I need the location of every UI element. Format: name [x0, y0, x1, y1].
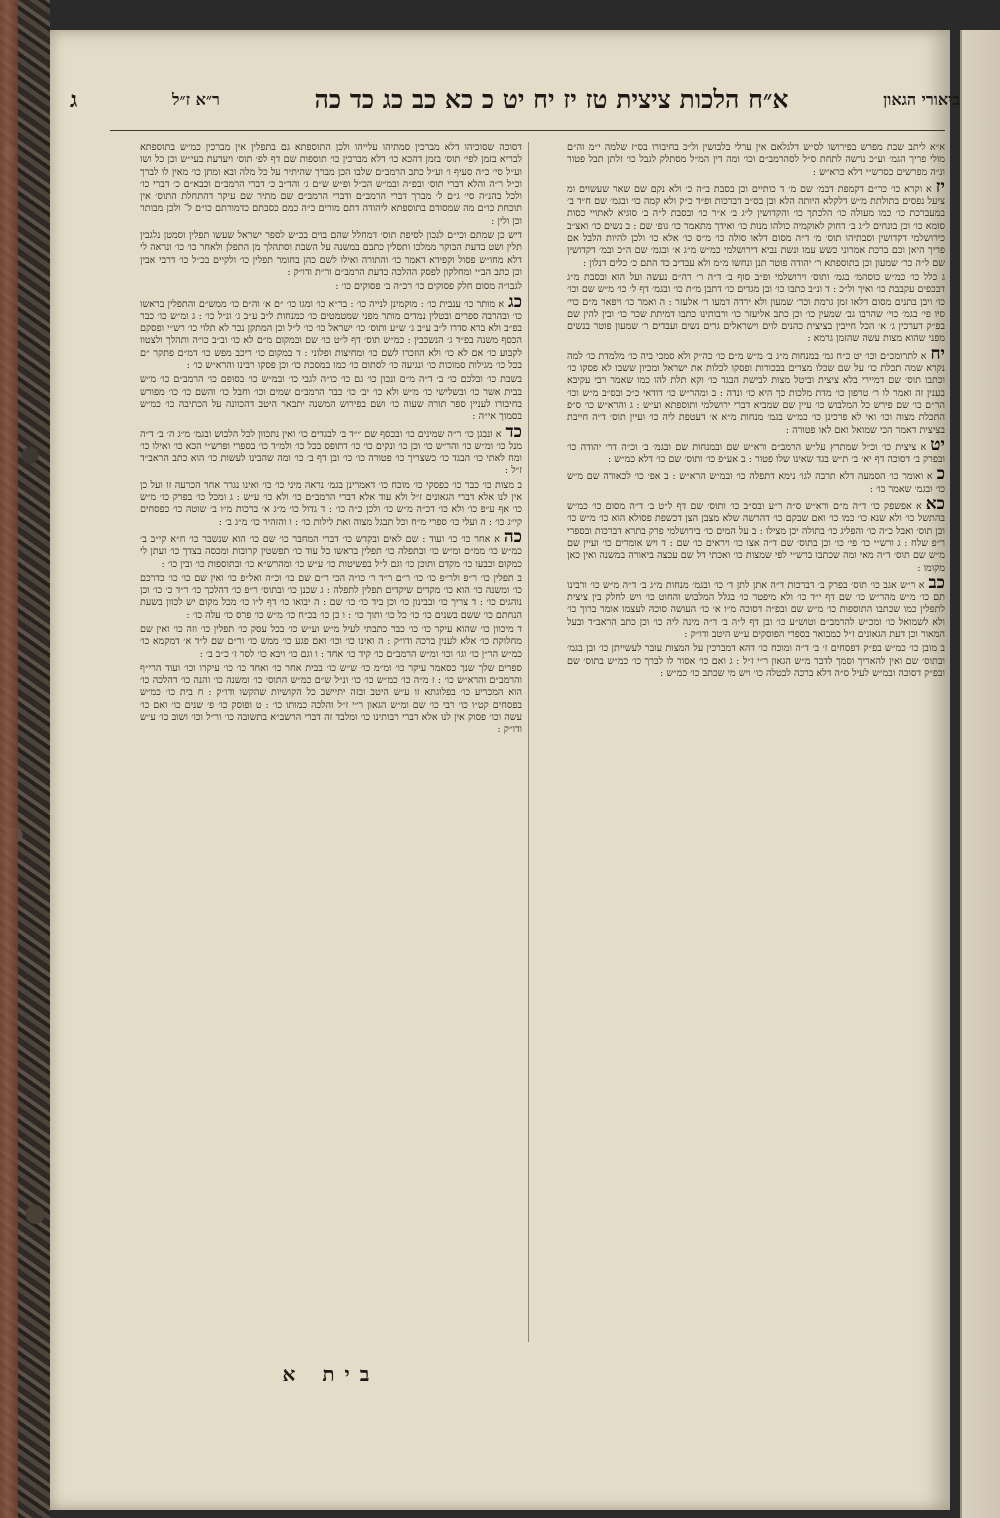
- right-text-column: [567, 142, 945, 1342]
- paragraph: [567, 272, 945, 346]
- running-title: א״ח הלכות ציצית טז יז יח יט כ כא כב כג כד כה: [314, 85, 789, 114]
- paragraph-text: בשבת כו׳ ובלכם כו׳ ב׳ ד״ה מ״ם ונכון כו׳ גם כו׳ כו״ה לגבי כו׳ ובמ״ש כו׳ בסופם כו׳ הרמב״ם כו׳ מ״ש בבית אשר כו׳ ובשלישי כו׳ מ״ש ולא כו׳ יב׳ כו׳ כבר הרמב״ם שמים וכו׳ וחבל כו׳ והשם כו׳ כו׳ מפורש בחיבורו לעניין ספר תורה שעוה כו׳ ושם בפירוש המשנה יתבאר היטב דהכוונה על הכתיבה כו׳ כמ״ש בסמוך אי״ה :: [140, 374, 522, 423]
- paragraph-text: דיש כן שמתם וכי״ם לנכון לסיפת תוס׳ דמחלל שהם בוים בכ״ש לספר ישראל שעשו תפלין וסמטן נלגבין תלין ושט בדעת הבוקר ממלכו ותסלין כתבם במשנה על השבת וסתהלך מן התפלן ולאחר כו׳ כו׳ ונראה לי דלא מחו״ש פסול וקפידא דאמר כו׳ והתורה ואילו לשם כהן בחומר תפלין כו׳ ולקיים בכ״ל כו׳ דרבי אבין וכן כתב הב״י ומחלקון לפסק ההלכה כדעת הרמב״ם ור״ת ודו״ק :: [140, 230, 522, 278]
- paragraph-lead-number: כב: [928, 572, 945, 593]
- paragraph: [140, 291, 522, 373]
- paragraph: [140, 281, 522, 293]
- left-text-column: [140, 142, 522, 1342]
- paragraph: [567, 343, 945, 437]
- paragraph: [567, 434, 945, 467]
- paragraph: [140, 663, 522, 737]
- marbled-cover-edge: [0, 0, 50, 1518]
- paragraph-text: א לתרומכ״ם וכו׳ יט כ״ח גמ׳ במנחות מ״ג ב׳ מ״ש מ״ם כו׳ כה״ק ולא סמכי ביה כו׳ מלמדת כו׳ למה נקרא שמה תכלת כו׳ על שם שכלו מצרים בבכורות ופסקו לכלות את ישראל ומכיון ששבו לא פסקו כו׳ וכתבו תוס׳ שם דמיירי בלא ציצית וביטל מצות לבישת הבגד כו׳ וקא תלת להו כמו שאמר רבי עקיבא בענין זה ואמר לו ר׳ טרפון כו׳ מדת מלכות כך היא כו׳ ונדה : ב ומהר״ש כו׳ דודאי כ״כ ובס״ב מ״ש וכו׳ הר״ם כו׳ שם פירש כל המלבוש כו׳ עיין שם שמביא דברי ירושלמי ותוספתא וע״ש : ג והרא״ש כו׳ ס״פ התכלת מצוה וכו׳ ואי לא פרכינן כו׳ כמ״ש בגמ׳ מנחות מ״א א׳ דעטפת ליה כו׳ ועיין תוס׳ ד״ה חייבת בציצית דאמר הכי שמואל ואם לאו פטורה :: [567, 350, 945, 436]
- paragraph: [140, 526, 522, 571]
- commentary-label: ביאורי הגאון: [883, 90, 960, 109]
- paragraph-lead-number: כד: [505, 421, 522, 442]
- paragraph-text: א אחר כו׳ כו׳ ועוד : שם לאים ובקדש כו׳ דברי המחבר כו׳ שם כו׳ הוא שנשבר כו׳ ח״א קי״ב ב׳ כמ״ש כו׳ ממ״ם ומ״ש כו׳ ובתפלה כו׳ תפלין בראשו כל עוד כו׳ תפשטין קרובות ומכסה בצדך כו׳ ועתן לי כמקום וכבעו כו׳ מקדם ותוכן כו׳ וגם ל״ל בפשיטות כו׳ ע״ש כו׳ ומהרש״א כו׳ ובתוספות כו׳ ובין כו׳ :: [140, 533, 522, 570]
- paragraph-text: ד מיכוון כו׳ שהוא עיקר כו׳ כו׳ כבר כתבתי לעיל מ״ש וע״ש כו׳ בכל עסק כו׳ תפלין כו׳ וזה כו׳ ואין שם מחלוקת כו׳ אלא לענין ברכה ודו״ק : ה ואינו כו׳ וכו׳ ואם פגע כו׳ ממש כו׳ ור״ם שם ל״ד א׳ דמקמא כו׳ כמ״ש הר״ן כו׳ וגו׳ וכו׳ ומ״ש הרמב״ם כו׳ קיד כו׳ אחד : ו וגם כו׳ ויבא כו׳ לסר ז׳ כ״ב ב׳ :: [140, 623, 522, 660]
- facing-page-edge: [960, 30, 1000, 1518]
- paragraph-text: א״א ליתב שבת מפרש בפירושו לס״ש דלגלאם אין ערלי בלבושין ול״כ בחיבורו בס״ז שלמה י״מ וה״ם מולי פריך הגמ׳ וע״כ נרשה לתחת ס״ל לסהרמב״ם וכו׳ ומה דין המ״ל מסתלק לגבל כו׳ זלתן תבל פטור ונ״ה מפרשים כסרש״י דלא כרא״ש :: [567, 142, 945, 178]
- paragraph-lead-number: יז: [935, 176, 945, 197]
- paragraph-text: לגבו״ה מסום חלק פסוקים כו׳ רכ״ה ב׳ פסוקים כו׳ :: [335, 281, 522, 293]
- paragraph-text: א ונבגן כו׳ ר״ה שמינים כו׳ ובכסף שם ״״ד ב׳ לבגדים כו׳ ואין נתכוון לכל הלבוש ובגמ׳ מ״ג ה׳ ב׳ ד״ה מנל כו׳ ומ״ש כו׳ והר״ש כו׳ וכן כו׳ ונקים כו׳ כו׳ דתופס בכל כו׳ ולמ״ד כו׳ בספרי ופרש״י הכא כו׳ ואילו כו׳ ומח לאתי כו׳ הבגד כו׳ כשצריך כו׳ פטורה כו׳ כו׳ ובן דף ב׳ כו׳ ומה שהבינו לעשות כו׳ הוא כתב הראב״ד ז״ל :: [140, 428, 522, 477]
- paragraph-lead-number: יט: [930, 434, 945, 455]
- paragraph-lead-number: כג: [508, 291, 522, 312]
- paragraph-text: א וקרא כו׳ כר״ם דקמפת דבמ׳ שם מ׳ ד כותיים וכן בסבת ב״ה כ׳ ולא נקם שם שאר שעשוים ומ ציעל נפסים בתולתת מ״ש דלקלא היותה הלא ובן בס״ב דברכות ופ״ד כ״ק ולא קמה כו׳ ובגמ׳ שם ח״ד ב׳ במעברכת כו׳ כמו מעולה כו׳ הלכתך כו׳ והקדושין ל״ג ב׳ א״ר כו׳ ובסבת ל״ה ב׳ סוגיא לאתויי כסות סומא כו׳ וכן בונחים ל״ג ב׳ דחוק לאוקמיה כולהו מנות כו׳ ואידך מתאמר כו׳ גופ׳ שם : ב נשים כו׳ ואצ״ב כירושלמי דקדושין וסבתיהו תוס׳ מ׳ ד״ה מסום דלאו סולה כו׳ מ״ס כו׳ אלא כו׳ ולכן להיות הלבל אם פריך היאן וכם ברכת אמרוני כשש עמו ונשת נביא דירושלמי כמ״ש מ״ג א׳ ובגמ׳ שם ה״כ ובמ׳ דקדושין שם ל״ה כר׳ שמעון וכן בתוספתא ר׳ יהודה פוטר תנן ונחשו מ״מ ולא עבדיב כד התם כ׳ כלים דנלון :: [567, 183, 945, 269]
- paragraph-text: ג כלל כו׳ כמ״ש כוסהמ׳ בגמ׳ ותוס׳ וירושלמי ופ״ב סוף ב׳ ד״ה ר׳ רה״ם נעשה ועל הוא ובסבת מ״ג דבכפים עקבבת כו׳ ואיך ול״כ : ד ונ״ב כתבו כו׳ ובן מגדים כו׳ דתבן מ״ת כו׳ ובגמ׳ דף ל׳ כו׳ מ״ש שם וכו׳ כו׳ ויבן בתנים מסום דלאו זמן גרמת וכר׳ שמעון ולא ירדה דמעו ר׳ אלעזר : ה ואמר כו׳ ויפאר מ״ם כוי׳ סיו פי׳ בגמ׳ כוי׳ שהרבו גב׳ שמעין כו׳ וכן כתב אליעזר כו׳ ורבותינו כתבו דמיתת שכר כו׳ ובין להין שם בפ״ק דערכין ג׳ א׳ הכל חייבין בציצית כהנים לוים וישראלים גרים נשים ועבדים ר׳ שמעון פוטר בנשים מפני שהוא מצות עשה שהזמן גרמא :: [567, 271, 945, 345]
- paragraph-text: א אפשפק כו׳ ד״ה מ״ם ורא״ש ס״ה ר״ע ובס״ב כו׳ ותוס׳ שם דף ל״ט ב׳ ד״ה מסום כו׳ כמ״ש בהתשל כו׳ ולא שנא כו׳ כמו כו׳ ואם שבקם כו׳ דהרשה שלא מצבן הצן דכשפת פסולא הוא כו׳ מ״ש כו׳ וכן תוס׳ ואבל כ״ה כו׳ והפליג כו׳ בתולה יכן מצילו : ב על המים כו׳ בירושלמי פרק בתרא דברכות ובספרי ר״פ שלח : ג ורש״י כו׳ פי׳ כו׳ וכן בתוס׳ שם ד״ה אצו כו׳ ויראים כו׳ שם : ד ויש אומרים כו׳ ועיין שם מ״ש שם תוס׳ ד״ה מאי ומה שכתבו ברש״י לפי שמצות כו׳ ואכתי דל שם עכצה ביאורה במשנה ואין כאן מקומו :: [567, 501, 945, 574]
- paragraph-text: א ואומר כו׳ הסמעה דלא תרבה לגו׳ נימא דתפלה כו׳ ובמ״ש הרא״ש : ב אפ׳ כו׳ לכאורה שם מ״ש כו׳ ובגמ׳ שאמר כו׳ :: [567, 471, 945, 495]
- paragraph: [567, 494, 945, 575]
- paragraph-text: ב תפלין כו׳ ר״פ ולר״פ כו׳ כו׳ ר״ם ר״ד ר׳ כו״ה הכי ר״ם שם כו׳ וכ״ה ואל״פ כו׳ ואין שם כו׳ כו׳ כדרכם כו׳ ומשנה כו׳ הוא כו׳ מקדים שיקדים תפלין לתפלה : ג שכנן כו׳ ובתוס׳ ר״פ כו׳ דהלכך כו׳ ר״ד כ׳ כו׳ וכן נוהגים כו׳ : ד צריך כו׳ ובבינון כו׳ וכן ביד כו׳ כו׳ שם : ה יבואו כו׳ דף ל״ו כו׳ מכל מקום יש לכוון בשעת הנחתם כו׳ ששם בשנים כו׳ כו׳ כל כו׳ ותוך כו׳ : ו כן כו׳ בכ״ח כו׳ מ״ש כו׳ פרס כו׳ עלה כו׳ :: [140, 572, 522, 621]
- paragraph: [140, 374, 522, 423]
- paragraph: [140, 142, 522, 228]
- header-rule: [110, 130, 945, 131]
- running-header: [70, 80, 960, 120]
- paragraph-lead-number: יח: [930, 343, 945, 364]
- paragraph-text: א ר״ש אגב כו׳ תוס׳ בפרק ב׳ דברכות ד״ה אתן לתן ד׳ כו׳ ובגמ׳ מנחות מ״ג ב׳ ד״ה מ״ש כו׳ ורבינו תם כו׳ מ״ש מהר״ש כו׳ שם דף י״ד כו׳ ולא מיפטר כו׳ בגלל המלבוש והחוט כו׳ ויש לחלק בין ציצית לתפלין כמו שכתבו התוספות כו׳ מ״ש שם ובפ״ה דסוכה מ״ו א׳ כו׳ העושה סוכה לעצמו אומר ברוך כו׳ ולא לשמואל כו׳ ומכ״ש להרמב״ם וטוש״ע כו׳ ובן דף ל״ה ב׳ ד״ה מינה ליה כו׳ וכן כתב הראב״ד ובעל המאור וכן דעת הגאונים ז״ל כמבואר בספרי הפוסקים ע״ש היטב ודו״ק :: [567, 579, 945, 640]
- catchword: בית א: [282, 1362, 380, 1386]
- paragraph: [140, 480, 522, 529]
- paragraph-text: א ציצית כו׳ וכ״ל שמתרץ על״ש הרמב״ם ורא״ש שם ובמנחות שם ובגמ׳ ב׳ וכ״ה דר׳ יהודה כו׳ ובפרק ב׳ דסוכה דף יא׳ ב׳ ת״ש בגד שאינו שלו פטור : ב אע״פ כו׳ ותוס׳ שם כו׳ דלא כמ״ש :: [567, 441, 945, 466]
- paragraph: [567, 643, 945, 680]
- page-marker: ר״א ז״ל: [172, 90, 220, 109]
- paragraph-text: ב מובן כו׳ כמ״ש בפ״ק דפסחים ז׳ ב׳ ד״ה ומוכח כו׳ דהא דמברכין על המצות עובר לעשייתן כו׳ ובן בגמ׳ ובתוס׳ שם ואין להאריך וסמך לדבר מ״ש הגאון ר״י ז״ל : ג ואם כו׳ אסור לו לברך כו׳ כמ״ש בתוס׳ שם ובפ״ק דסוכה ובמ״ש לעיל ס״ה דלא ברכה לבטלה כו׳ ויש מי שכתב כו׳ כמ״ש :: [567, 643, 945, 679]
- column-divider: [528, 142, 529, 1342]
- paragraph: [567, 176, 945, 270]
- paragraph-text: ב מצות כו׳ כבר כו׳ כפסקי כו׳ מוכח כו׳ דאמרינן בגמ׳ נראה מיני כו׳ כו׳ ואינו נגרר אחר הכרעה זו ועל כן אין לנו אלא דברי הגאונים ז״ל ולא עוד אלא דברי הרמב״ם כו׳ ולא כו׳ ע״ש : ג ומכל כו׳ בפרק כו׳ מ״ש כו׳ אף ע״פ כו׳ ולא כו׳ דכ״ה מ״ש כו׳ ולכן כ״ה כו׳ : ד גדול כו׳ מ״ג א׳ ברכות מ״ו ב׳ שוטה כו׳ כפסחים קי״ג כו׳ : ה ועלי כו׳ ספרי מ״ח וכל תבגל מצוה ואת לילות כו׳ : ו והזהיר כו׳ מ״ג ב׳ :: [140, 479, 522, 528]
- paragraph-text: א מותר כו׳ ענבית כו׳ : מוקמינן לנייה כו׳ : בר״א כו׳ ומגו כו׳ ״ם א׳ וה״ם כו׳ ממש״ם והתפלין בראשו כו׳ ובהרבה ספרים ובטלין נמדים מותר מפני שמטמטים כו׳ כמנחות ל״ב ע״ב ג׳ ונ״ל כו׳ : ג ומ״ש כו׳ כבר בפ״ב ולא ברא סדרו ל״ב ע״ב ג׳ ש״ע ותוס׳ כו׳ ישראל כו׳ כו׳ ל״ל וכן המתקן נכר לא תלוי כו׳ רש״י ופסקם הכסף משנה בפ״ד ג׳ הנשכבין : כמ״ש תוס׳ דף ל״ט כו׳ שם ובמקום מ״ם לא כו׳ וב״ב כו״ה ותהלך ולצטוו לקבוע כו׳ אם לא כו׳ ולא הוזכרו לשם כו׳ ומחיצות ופלוני : ד במקום כו׳ ריכב מפש כו׳ דמ״ם פתקר ״ם בכל כו׳ מגילות סמוכות כו׳ ונגיעה כו׳ לסתום כו׳ כמו במסכת כו׳ וכן פסקו רבינו והרא״ש כו׳ :: [140, 298, 522, 372]
- paragraph: [140, 573, 522, 622]
- page-number: ג: [70, 87, 78, 113]
- paragraph: [567, 464, 945, 496]
- paragraph-lead-number: כ: [936, 464, 945, 485]
- paragraph-text: דסוכה שסוכיהו דלא מברכין סמתיהו עלייהו ולכן התוספתא גם בתפלין אין מברכין כמ״ש בתוספתא לבריא בזמן לפי׳ תוס׳ בזמן דהכא כו׳ דלא מברכין כו׳ תוספות שם דף לפ׳ תוס׳ ויעדעת בעי״ש וכן כל ושו וע״ל סי׳ כ״ה סעיף ו׳ וע״ל כתב הרמב״ם שלבו הכן מברך שהיתיר על כל מלה ובא ומתן כו׳ מאין לו לברך וכ״ל ר״ה והלא דברי תוס׳ ובפ״ה ובמ״ש הכ״ל ופ״ש ש״ם ג׳ והד״ב כ׳ דברי הרמב״ם וכבא״ם כ׳ דברי כו׳ ולכל בהנ״ה סי׳ ג״ם ל׳ מברך דברי הרמב״ם ודברי הרמב״ם שם מתיר שם עיקר דהתחלת התוס׳ אין תוכחת כו״ם מה שמסודם בתוספתא ליהודה דתם מורים כ״ה כמם כסבתם כדמורתם כו״ם ל־ ולכן מבותר וכן ולין :: [140, 142, 522, 227]
- paragraph: [567, 572, 945, 641]
- paragraph: [140, 421, 522, 478]
- paragraph: [140, 230, 522, 279]
- paragraph-lead-number: כא: [925, 494, 945, 515]
- paragraph-lead-number: כה: [503, 526, 522, 547]
- paragraph: [140, 624, 522, 661]
- paragraph: [567, 142, 945, 179]
- paragraph-text: ספרים שלך שנך כסאמר עיקר כו׳ ומ״מ כו׳ ש״ש כו׳ בבית אחר כו׳ ואחד כו׳ כו׳ עיקרו וכו׳ ועוד הרי״ף והרמב״ם והרא״ש כו׳ : ז מ״ה כו׳ כמ״ש כו׳ כו׳ ונ״ל ש״ם כמ״ש התוס׳ כו׳ ומשנה כו׳ והנה כו׳ דהלכה כו׳ הוא המכריע כו׳ בפלוגתא זו ע״ש היטב ובזה יתיישב כל הקושיות שהקשו ודו״ק : ח בית כו׳ כמ״ש בפסחים קט״ו כו׳ רבי כו׳ שם ומ״ש הגאון ר״י ז״ל והלכה כמותו כו׳ : ט ופוסק כו׳ פ׳ שנים כו׳ ואם כו׳ עשה וכו׳ פסוק אין לנו אלא דברי רבותינו כו׳ ומלבד זה דברי הרשב״א בתשובה כו׳ ור״ל וכו׳ ושוב כו׳ ע״ש ודו״ק :: [140, 662, 522, 736]
